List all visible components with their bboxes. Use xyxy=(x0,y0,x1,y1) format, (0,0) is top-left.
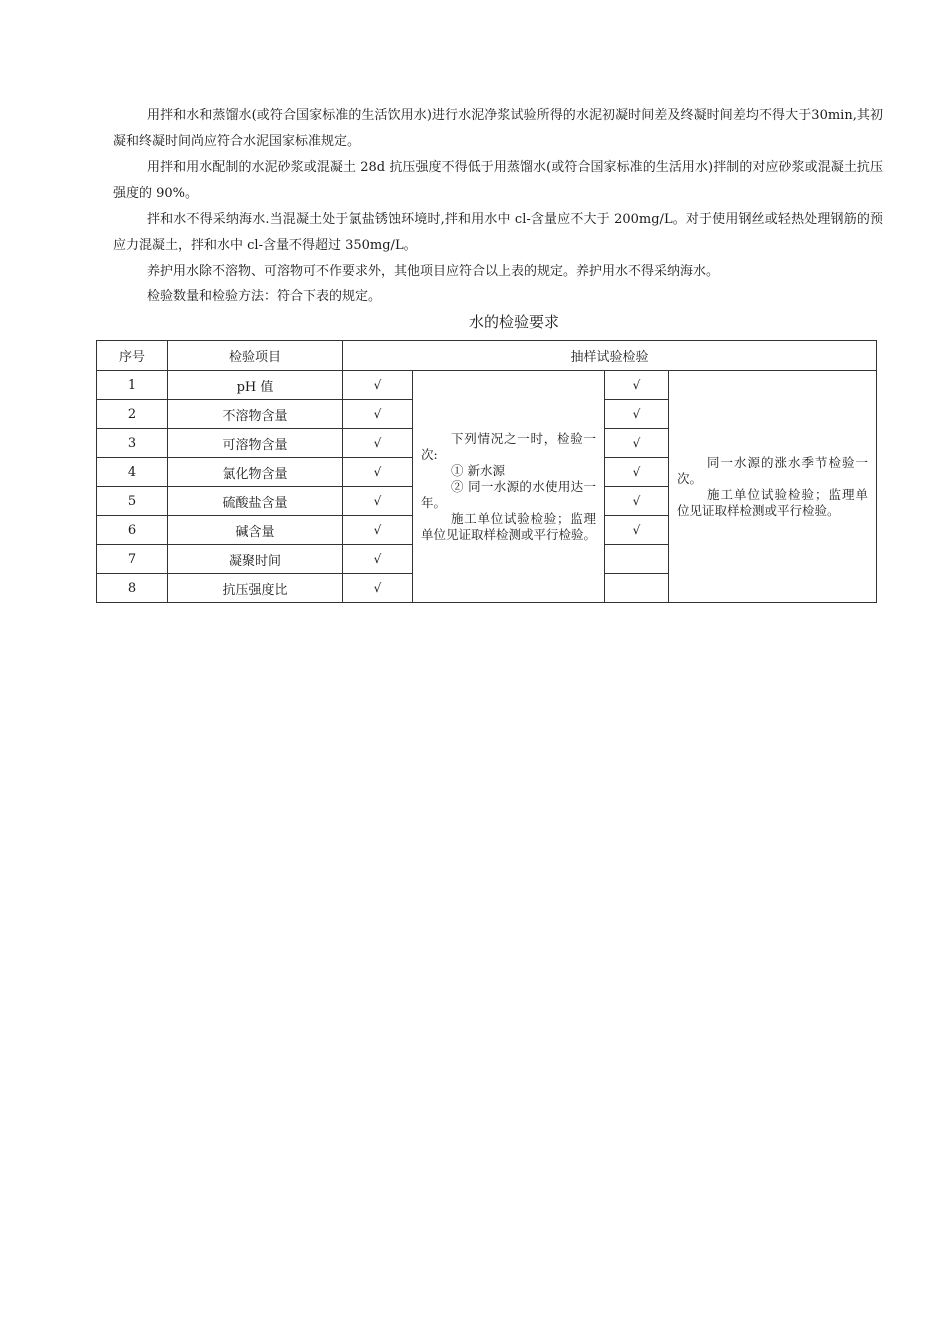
row-no: 5 xyxy=(97,487,168,516)
note-right-line2: 施工单位试验检验；监理单位见证取样检测或平行检验。 xyxy=(677,486,869,518)
row-check-a: √ xyxy=(343,371,413,400)
row-item: 抗压强度比 xyxy=(168,574,343,603)
row-item: 碱含量 xyxy=(168,516,343,545)
row-no: 4 xyxy=(97,458,168,487)
table-row xyxy=(97,371,877,400)
paragraph-inspection-method: 检验数量和检验方法：符合下表的规定。 xyxy=(147,289,382,304)
row-item: 硫酸盐含量 xyxy=(168,487,343,516)
row-no: 1 xyxy=(97,371,168,400)
row-no: 6 xyxy=(97,516,168,545)
row-item: 凝聚时间 xyxy=(168,545,343,574)
row-item: 不溶物含量 xyxy=(168,400,343,429)
row-no: 2 xyxy=(97,400,168,429)
row-check-b xyxy=(605,545,669,574)
note-left-line2: ① 新水源 xyxy=(451,462,505,478)
note-left-line4: 施工单位试验检验；监理单位见证取样检测或平行检验。 xyxy=(421,510,597,542)
note-left-line1: 下列情况之一时，检验一次: xyxy=(421,430,596,462)
note-left-cell xyxy=(413,371,605,603)
row-check-b: √ xyxy=(605,400,669,429)
header-item: 检验项目 xyxy=(168,341,343,371)
row-no: 8 xyxy=(97,574,168,603)
row-no: 3 xyxy=(97,429,168,458)
table-caption: 水的检验要求 xyxy=(468,313,559,331)
row-item: 氯化物含量 xyxy=(168,458,343,487)
table-header-row xyxy=(97,341,877,371)
paragraph-initial-setting-time: 用拌和水和蒸馏水(或符合国家标准的生活饮用水)进行水泥净浆试验所得的水泥初凝时间差及终凝时间差均不得大于30min,其初凝和终凝时间尚应符合水泥国家标准规定。 xyxy=(113,108,883,149)
row-check-b: √ xyxy=(605,458,669,487)
row-check-b xyxy=(605,574,669,603)
paragraph-seawater-chloride: 拌和水不得采纳海水.当混凝土处于氯盐锈蚀环境时,拌和用水中 cl-含量应不大于 200mg/L。对于使用钢丝或轻热处理钢筋的预应力混凝土，拌和水中 cl-含量不得超过 350mg/L。 xyxy=(113,212,883,253)
note-left-line3: ② 同一水源的水使用达一年。 xyxy=(421,478,596,510)
paragraph-compressive-strength: 用拌和用水配制的水泥砂浆或混凝土 28d 抗压强度不得低于用蒸馏水(或符合国家标准的生活用水)拌制的对应砂浆或混凝土抗压强度的 90%。 xyxy=(113,160,883,201)
note-right-line1: 同一水源的涨水季节检验一次。 xyxy=(677,454,869,486)
row-check-a: √ xyxy=(343,458,413,487)
note-right-cell xyxy=(669,371,877,603)
row-check-a: √ xyxy=(343,545,413,574)
row-check-b: √ xyxy=(605,371,669,400)
row-check-a: √ xyxy=(343,516,413,545)
row-check-a: √ xyxy=(343,487,413,516)
row-check-a: √ xyxy=(343,429,413,458)
paragraph-curing-water: 养护用水除不溶物、可溶物可不作要求外，其他项目应符合以上表的规定。养护用水不得采纳海水。 xyxy=(147,264,720,279)
row-no: 7 xyxy=(97,545,168,574)
row-item: 可溶物含量 xyxy=(168,429,343,458)
row-check-b: √ xyxy=(605,429,669,458)
row-check-b: √ xyxy=(605,516,669,545)
header-sampling: 抽样试验检验 xyxy=(343,341,877,371)
row-item: pH 值 xyxy=(168,371,343,400)
row-check-a: √ xyxy=(343,574,413,603)
water-inspection-table xyxy=(96,340,877,603)
row-check-b: √ xyxy=(605,487,669,516)
header-no: 序号 xyxy=(97,341,168,371)
row-check-a: √ xyxy=(343,400,413,429)
